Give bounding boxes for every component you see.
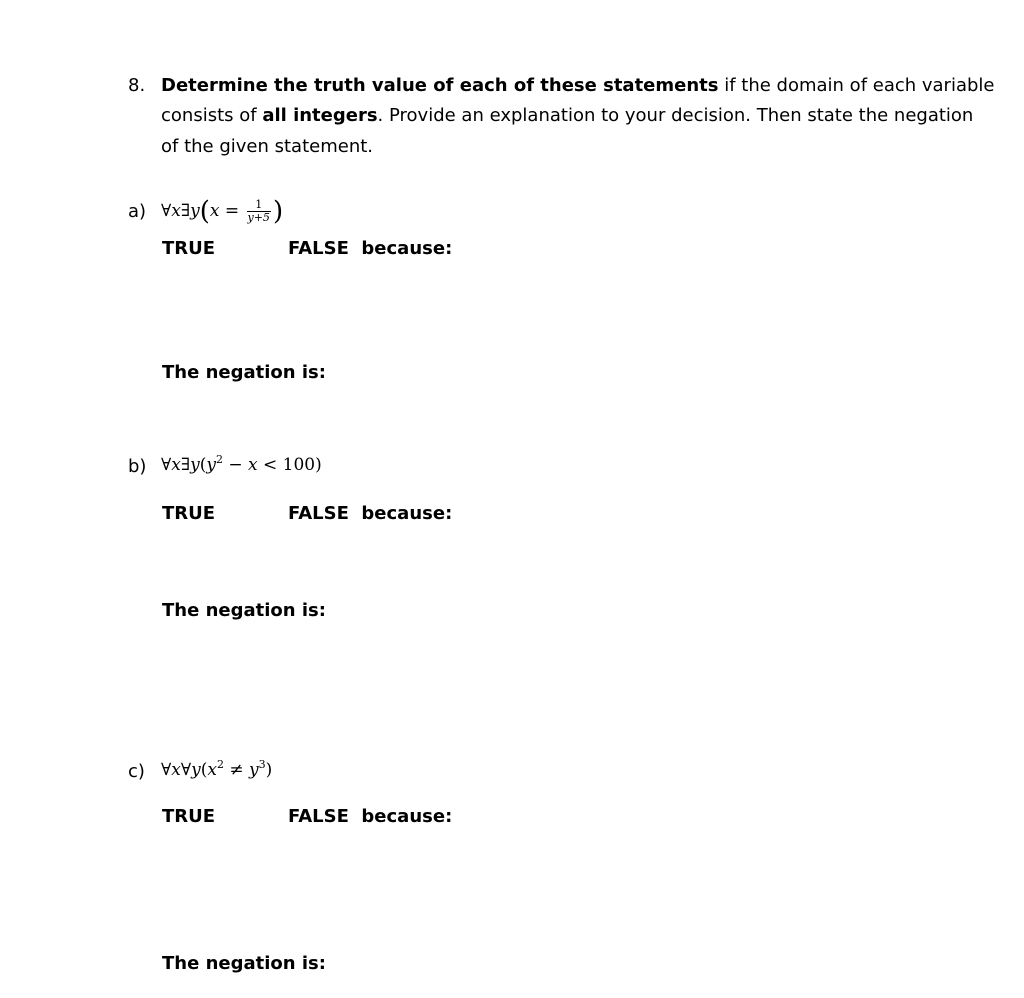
- part-b-statement: $\forall x\exists y(y^2 - x < 100)$: [161, 453, 322, 475]
- part-a-frac-num: 1: [247, 199, 271, 212]
- part-b-negation-label: The negation is:: [162, 600, 326, 621]
- part-a-statement: ∀x∃y(x = $\frac{1}{y+5}$ ): [161, 196, 284, 227]
- question-line-2: [161, 100, 973, 131]
- part-c-false-option[interactable]: FALSE because:: [288, 806, 453, 827]
- question-number: 8.: [128, 75, 146, 96]
- part-c-statement: $\forall x\forall y(x^2 \ne y^3)$: [161, 758, 273, 780]
- part-a-true-option[interactable]: TRUE: [162, 238, 216, 259]
- question-line-1: [161, 70, 995, 101]
- part-c-true-option[interactable]: TRUE: [162, 806, 216, 827]
- domain-bold: all integers: [262, 105, 378, 126]
- part-a-frac-den: y+5: [247, 211, 270, 224]
- question-line-3: of the given statement.: [161, 136, 374, 157]
- part-a-var: x: [209, 201, 220, 221]
- part-a-negation-label: The negation is:: [162, 362, 326, 383]
- part-b-bound: 100: [282, 455, 316, 475]
- part-b-quantifiers: ∀x∃y: [161, 455, 200, 475]
- part-c-quantifiers: ∀x∀y: [161, 760, 201, 780]
- part-a-false-option[interactable]: FALSE because:: [288, 238, 453, 259]
- question-instruction-bold: Determine the truth value of each of these statements: [161, 75, 719, 96]
- question-line-2-rest: . Provide an explanation to your decision. Then state the negation: [377, 105, 974, 126]
- part-a-quantifiers: ∀x∃y: [161, 201, 200, 221]
- part-b-label: b): [128, 456, 147, 477]
- part-b-true-option[interactable]: TRUE: [162, 503, 216, 524]
- question-line-2-start: consists of: [161, 105, 263, 126]
- question-line-1-rest: if the domain of each variable: [718, 75, 995, 96]
- part-a-op: =: [219, 201, 245, 221]
- part-b-false-option[interactable]: FALSE because:: [288, 503, 453, 524]
- part-a-fraction: [247, 199, 271, 224]
- part-c-label: c): [128, 761, 145, 782]
- part-c-negation-label: The negation is:: [162, 953, 326, 974]
- part-a-label: a): [128, 201, 147, 222]
